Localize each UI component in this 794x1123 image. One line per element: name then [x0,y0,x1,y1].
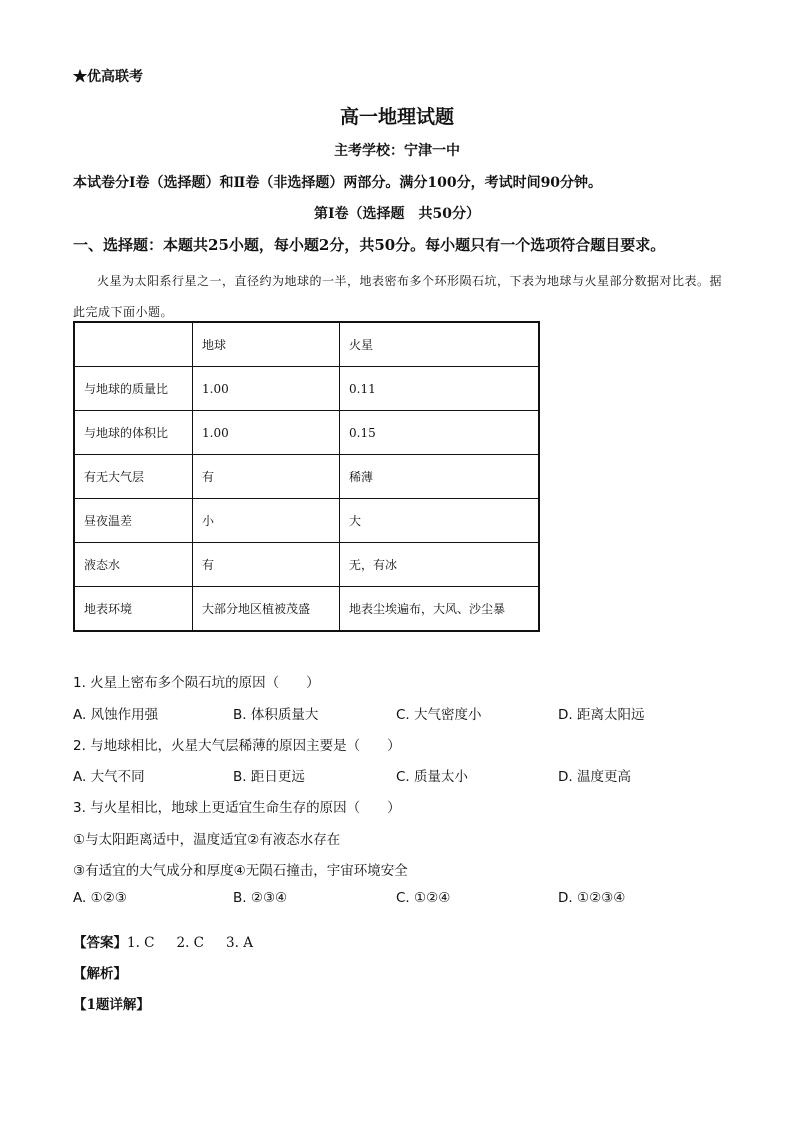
exam-notice: 本试卷分Ⅰ卷（选择题）和Ⅱ卷（非选择题）两部分。满分100分，考试时间90分钟。 [73,175,603,191]
question-3-option-d: D. ①②③④ [558,890,626,906]
table-header-cell: 火星 [340,322,540,367]
question-2-option-c: C. 质量太小 [396,769,469,785]
table-cell: 0.11 [340,367,540,411]
table-row [74,455,539,499]
answer-item: 3. A [226,935,253,951]
question-1-option-d: D. 距离太阳远 [558,707,645,723]
question-2-option-a: A. 大气不同 [73,769,145,785]
table-cell: 地表尘埃遍布，大风、沙尘暴 [340,587,540,632]
table-cell: 0.15 [340,411,540,455]
detail-label: 【1题详解】 [73,997,150,1013]
table-row [74,587,539,632]
table-header-cell: 地球 [193,322,340,367]
table-cell: 小 [193,499,340,543]
page-title: 高一地理试题 [339,106,454,128]
table-cell: 大 [340,499,540,543]
question-3-statement-1: ①与太阳距离适中，温度适宜②有液态水存在 [73,832,341,848]
question-3-option-c: C. ①②④ [396,890,451,906]
table-cell: 有 [193,543,340,587]
answer-item: 2. C [176,935,205,951]
table-cell: 液态水 [74,543,193,587]
table-cell: 1.00 [193,411,340,455]
question-2-option-d: D. 温度更高 [558,769,631,785]
answer-label: 【答案】 [73,935,127,951]
table-row [74,543,539,587]
table-row [74,499,539,543]
analysis-label: 【解析】 [73,966,127,982]
question-1-option-a: A. 风蚀作用强 [73,707,159,723]
answer-line [73,931,253,951]
table-row [74,367,539,411]
table-cell: 与地球的质量比 [74,367,193,411]
table-header-cell [74,322,193,367]
question-3-stem: 3. 与火星相比，地球上更适宜生命生存的原因（ ） [73,800,401,816]
table-cell: 1.00 [193,367,340,411]
question-intro: 火星为太阳系行星之一，直径约为地球的一半，地表密布多个环形陨石坑，下表为地球与火星部分数据对比表。据此完成下面小题。 [73,274,723,319]
table-cell: 无，有冰 [340,543,540,587]
question-1-option-b: B. 体积质量大 [233,707,319,723]
answer-item: 1. C [127,935,155,951]
question-3-option-a: A. ①②③ [73,890,127,906]
question-2-option-b: B. 距日更远 [233,769,305,785]
table-cell: 与地球的体积比 [74,411,193,455]
question-1-option-c: C. 大气密度小 [396,707,482,723]
table-cell: 地表环境 [74,587,193,632]
table-header-row [74,322,539,367]
question-2-stem: 2. 与地球相比，火星大气层稀薄的原因主要是（ ） [73,738,401,754]
table-cell: 大部分地区植被茂盛 [193,587,340,632]
table-cell: 稀薄 [340,455,540,499]
table-cell: 有无大气层 [74,455,193,499]
section-heading: 一、选择题：本题共25小题，每小题2分，共50分。每小题只有一个选项符合题目要求。 [73,236,666,254]
question-3-statement-2: ③有适宜的大气成分和厚度④无陨石撞击，宇宙环境安全 [73,863,408,879]
exam-tag: ★优高联考 [73,69,143,85]
table-row [74,411,539,455]
host-school: 主考学校：宁津一中 [334,143,460,159]
table-cell: 昼夜温差 [74,499,193,543]
question-1-stem: 1. 火星上密布多个陨石坑的原因（ ） [73,675,320,691]
question-3-option-b: B. ②③④ [233,890,288,906]
comparison-table [73,321,540,632]
part-heading: 第Ⅰ卷（选择题 共50分） [313,206,481,222]
table-cell: 有 [193,455,340,499]
